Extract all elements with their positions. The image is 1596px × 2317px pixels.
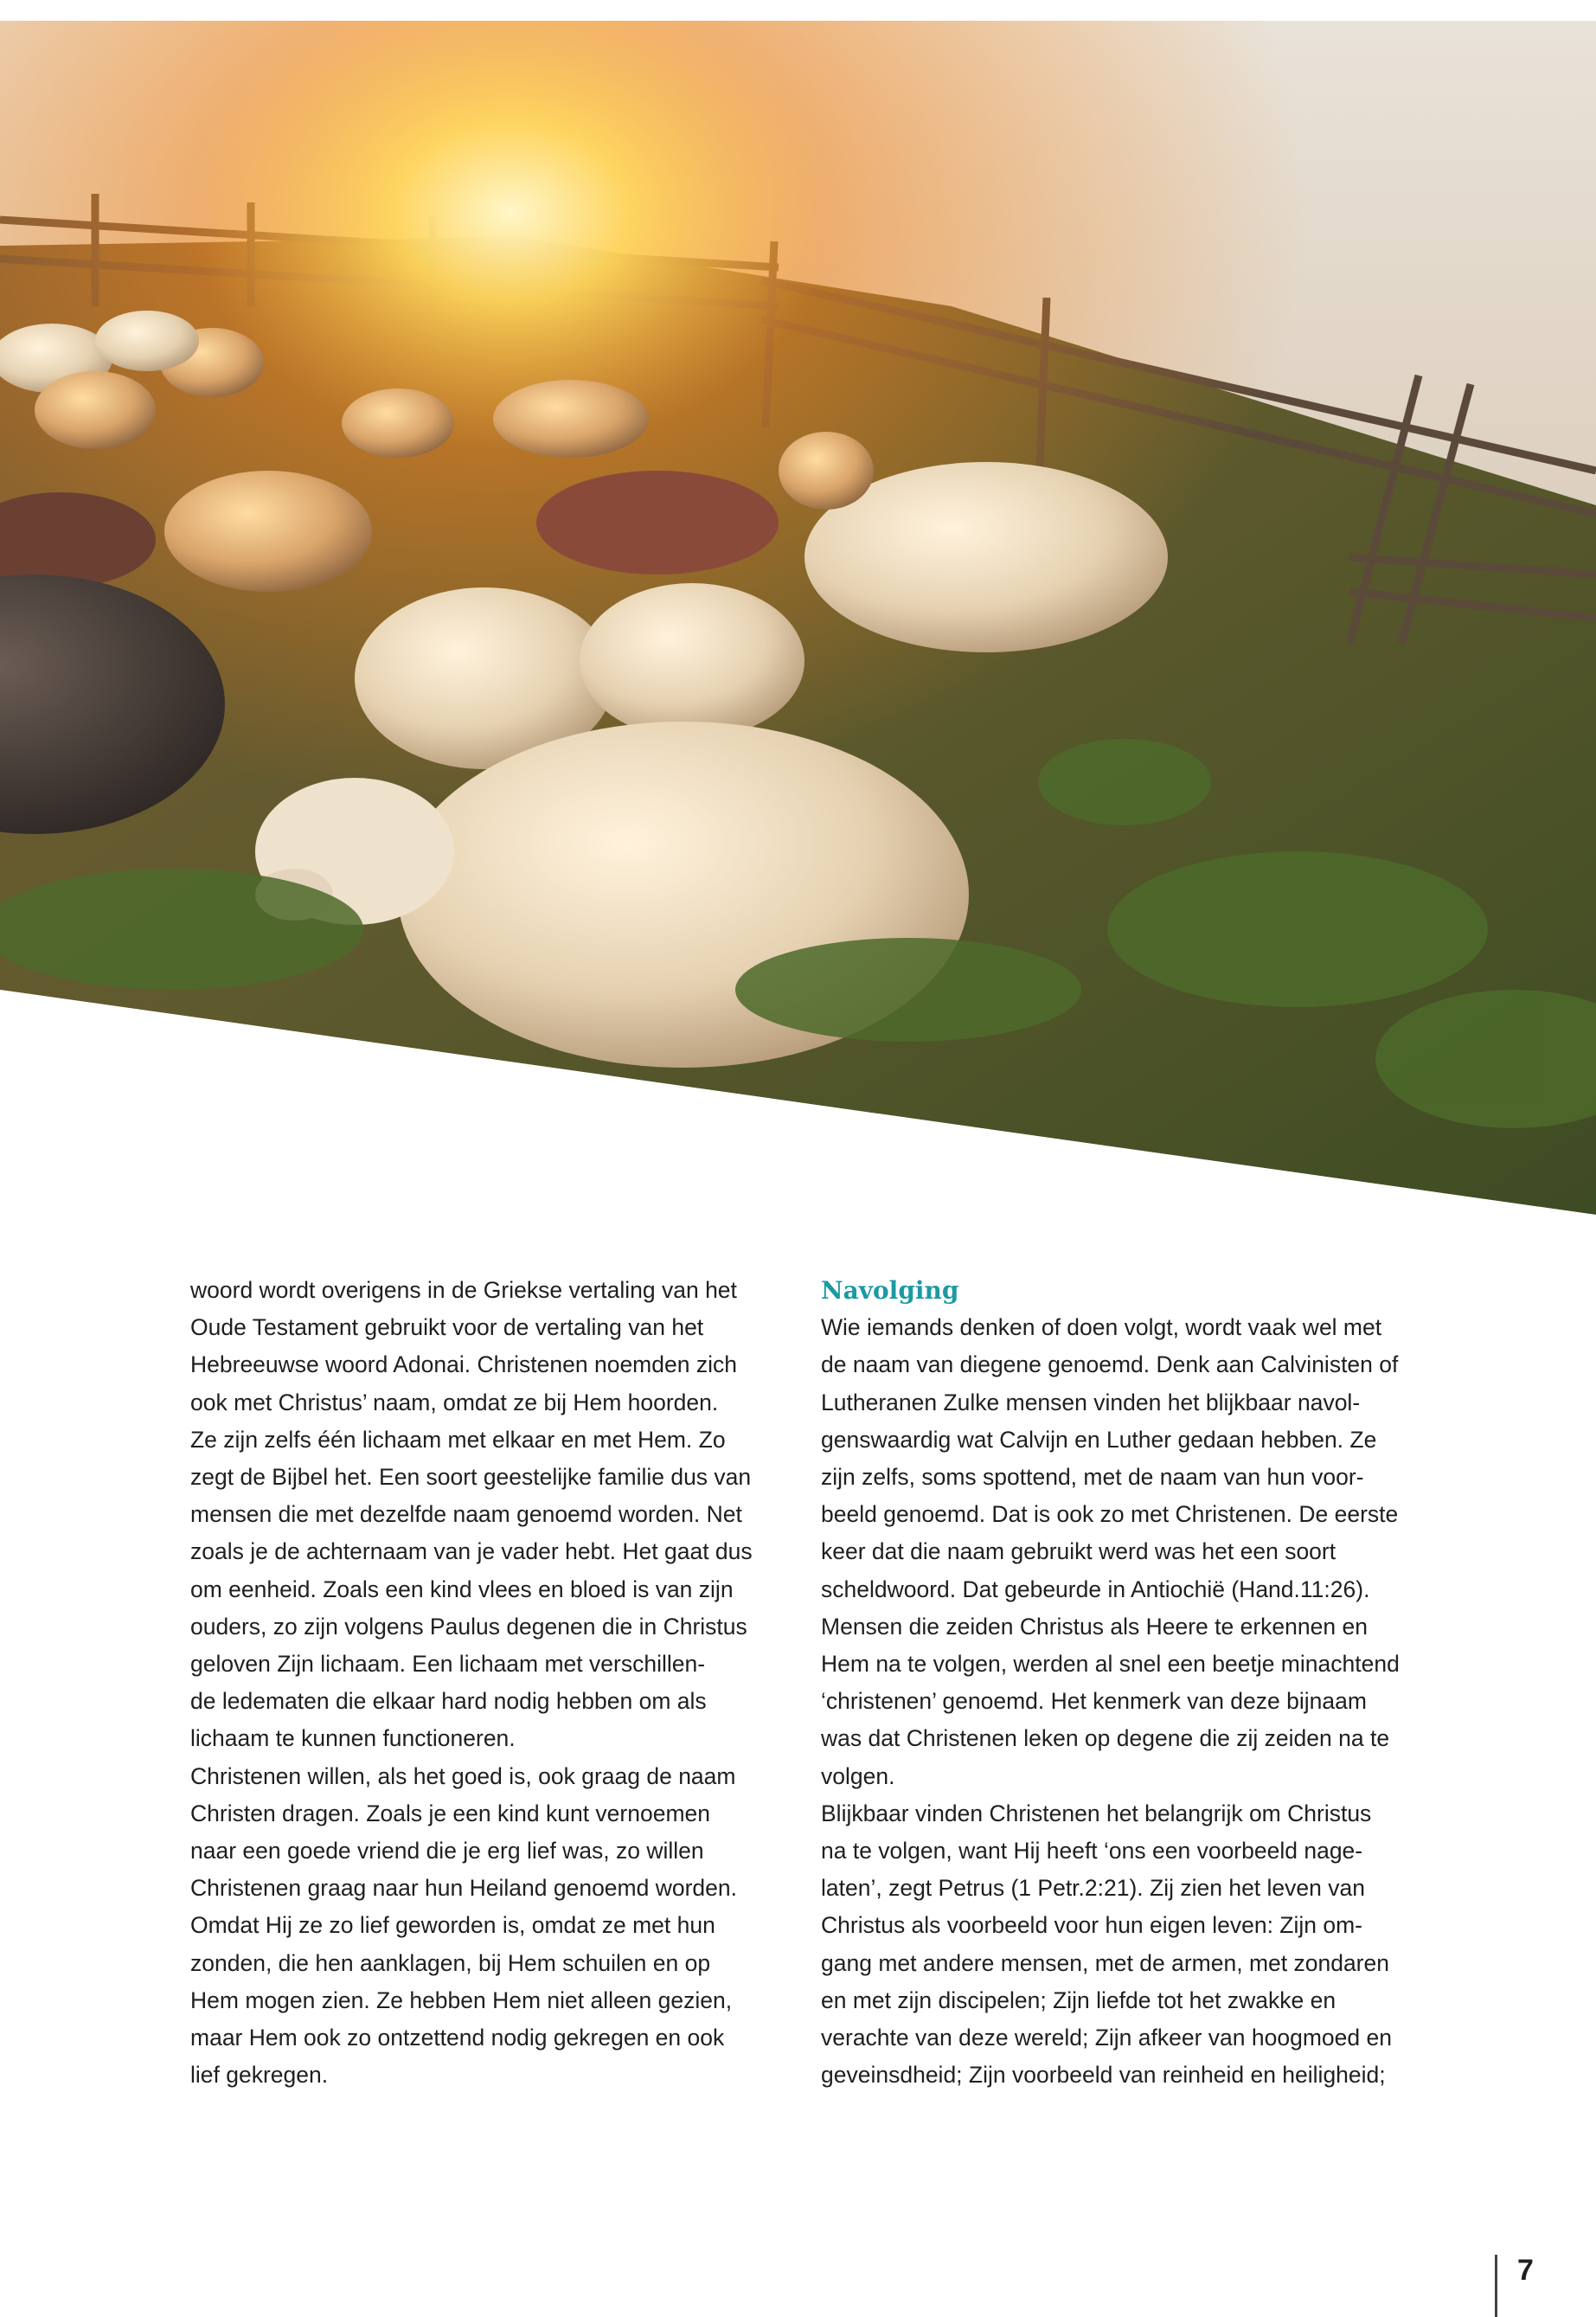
text-line: om eenheid. Zoals een kind vlees en bloed is van zijn <box>190 1576 734 1602</box>
text-line: zoals je de achternaam van je vader hebt. Het gaat dus <box>190 1538 753 1565</box>
page-number: 7 <box>1517 2254 1534 2287</box>
text-line: Wie iemands denken of doen volgt, wordt vaak wel met <box>821 1314 1382 1341</box>
text-line: ouders, zo zijn volgens Paulus degenen die in Christus <box>190 1613 747 1640</box>
text-line: was dat Christenen leken op degene die zij zeiden na te <box>821 1725 1390 1752</box>
text-line: geloven Zijn lichaam. Een lichaam met verschillen- <box>190 1651 706 1678</box>
text-line: keer dat die naam gebruikt werd was het een soort <box>821 1538 1336 1565</box>
text-line: laten’, zegt Petrus (1 Petr.2:21). Zij zien het leven van <box>821 1875 1365 1902</box>
text-line: maar Hem ook zo ontzettend nodig gekregen en ook <box>190 2025 725 2051</box>
text-line: zijn zelfs, soms spottend, met de naam van hun voor- <box>821 1464 1364 1491</box>
text-line: genswaardig wat Calvijn en Luther gedaan hebben. Ze <box>821 1426 1377 1453</box>
right-text-column <box>821 1272 1409 2094</box>
text-line: Hem mogen zien. Ze hebben Hem niet alleen gezien, <box>190 1986 733 2013</box>
text-line: Omdat Hij ze zo lief geworden is, omdat ze met hun <box>190 1912 715 1939</box>
text-line: ‘christenen’ genoemd. Het kenmerk van deze bijnaam <box>821 1688 1367 1715</box>
text-line: Ze zijn zelfs één lichaam met elkaar en met Hem. Zo <box>190 1426 726 1453</box>
text-line: woord wordt overigens in de Griekse vertaling van het <box>190 1277 737 1303</box>
text-line: na te volgen, want Hij heeft ‘ons een voorbeeld nage- <box>821 1838 1363 1865</box>
text-line: Christen dragen. Zoals je een kind kunt vernoemen <box>190 1800 711 1826</box>
text-line: naar een goede vriend die je erg lief was, zo willen <box>190 1838 704 1865</box>
text-line: ook met Christus’ naam, omdat ze bij Hem hoorden. <box>190 1389 719 1415</box>
text-line: Oude Testament gebruikt voor de vertaling van het <box>190 1314 704 1341</box>
text-line: Mensen die zeiden Christus als Heere te erkennen en <box>821 1613 1368 1640</box>
text-line: geveinsdheid; Zijn voorbeeld van reinheid en heiligheid; <box>821 2062 1386 2089</box>
text-line: Hem na te volgen, werden al snel een beetje minachtend <box>821 1651 1400 1678</box>
text-line: de naam van diegene genoemd. Denk aan Calvinisten of <box>821 1351 1399 1378</box>
text-line: lichaam te kunnen functioneren. <box>190 1725 516 1752</box>
text-line: beeld genoemd. Dat is ook zo met Christenen. De eerste <box>821 1501 1399 1528</box>
text-line: zonden, die hen aanklagen, bij Hem schuilen en op <box>190 1949 711 1976</box>
text-line: mensen die met dezelfde naam genoemd worden. Net <box>190 1501 742 1528</box>
text-line: verachte van deze wereld; Zijn afkeer van hoogmoed en <box>821 2025 1392 2051</box>
text-line: zegt de Bijbel het. Een soort geestelijke familie dus van <box>190 1464 752 1491</box>
text-line: en met zijn discipelen; Zijn liefde tot het zwakke en <box>821 1986 1336 2013</box>
section-heading-navolging: Navolging <box>821 1276 959 1305</box>
text-line: Christenen willen, als het goed is, ook graag de naam <box>190 1762 736 1789</box>
hero-photo-sheep <box>0 21 1596 1215</box>
text-line: scheldwoord. Dat gebeurde in Antiochië (Hand.11:26). <box>821 1576 1370 1602</box>
page-number-divider <box>1495 2255 1497 2317</box>
text-line: gang met andere mensen, met de armen, met zondaren <box>821 1949 1389 1976</box>
text-line: Blijkbaar vinden Christenen het belangrijk om Christus <box>821 1800 1372 1826</box>
text-line: lief gekregen. <box>190 2062 329 2089</box>
text-line: Christus als voorbeeld voor hun eigen leven: Zijn om- <box>821 1912 1363 1939</box>
text-line: Hebreeuwse woord Adonai. Christenen noemden zich <box>190 1351 737 1378</box>
text-line: de ledematen die elkaar hard nodig hebben om als <box>190 1688 707 1715</box>
text-line: volgen. <box>821 1762 895 1789</box>
left-text-column <box>190 1272 779 2094</box>
text-line: Lutheranen Zulke mensen vinden het blijkbaar navol- <box>821 1389 1361 1415</box>
text-line: Christenen graag naar hun Heiland genoemd worden. <box>190 1875 738 1902</box>
